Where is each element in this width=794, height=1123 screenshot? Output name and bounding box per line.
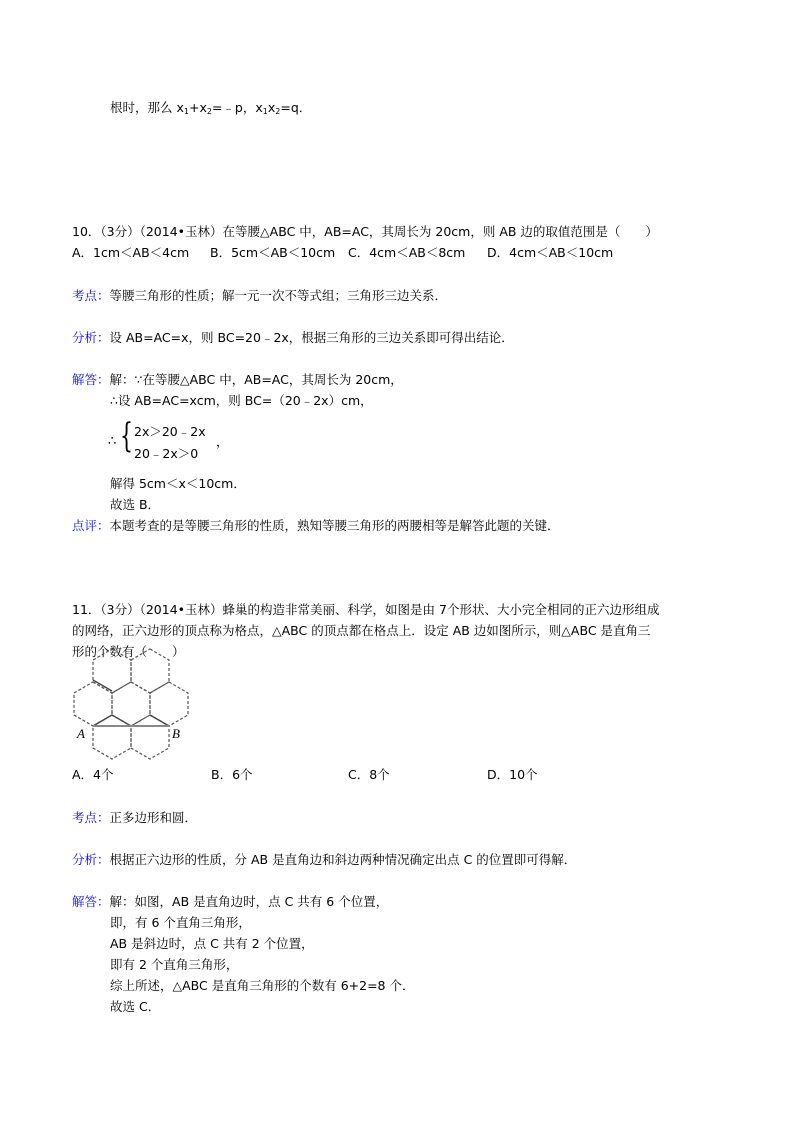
solid-edge <box>150 715 169 726</box>
jieda-line: 解得 5cm＜x＜10cm． <box>110 476 246 491</box>
q10-option-c: C．4cm＜AB＜8cm <box>348 245 466 260</box>
jieda-label: 解答： <box>72 372 110 387</box>
dianping-label: 点评： <box>72 518 110 533</box>
kaodian-text: 正多边形和圆． <box>109 810 198 825</box>
q11-kaodian <box>72 810 197 826</box>
hexagon <box>131 715 169 759</box>
hexagon <box>150 682 188 726</box>
q11-option-a: A．4个 <box>72 767 114 782</box>
t: 2 <box>275 107 281 116</box>
q11-stem-line: 的网络，正六边形的顶点称为格点，△ABC 的顶点都在格点上．设定 AB 边如图所示，则△ABC 是直角三 <box>72 623 651 638</box>
q10-kaodian <box>72 288 447 304</box>
jieda-line: 解：如图，AB 是直角边时，点 C 共有 6 个位置， <box>109 894 389 909</box>
q10-option-d: D．4cm＜AB＜10cm <box>487 245 614 260</box>
t: 1 <box>262 107 268 116</box>
hexagon <box>74 682 112 726</box>
jieda-line: 即有 2 个直角三角形， <box>110 957 239 972</box>
t: 根时，那么 x <box>110 100 184 115</box>
solid-edge <box>93 680 112 691</box>
t: +x <box>188 100 207 115</box>
q10-option-b: B．5cm＜AB＜10cm <box>210 245 336 260</box>
therefore-symbol: ∴ <box>108 434 117 449</box>
jieda-line: AB 是斜边时，点 C 共有 2 个位置， <box>110 936 314 951</box>
q11-option-d: D．10个 <box>487 767 538 782</box>
hexagon <box>93 649 131 693</box>
hexagon <box>93 715 131 759</box>
q11-jieda <box>72 894 388 910</box>
jieda-line: 即，有 6 个直角三角形， <box>110 915 251 930</box>
previous-answer-tail <box>110 100 311 116</box>
fenxi-label: 分析： <box>72 852 110 867</box>
honeycomb-figure <box>60 640 200 770</box>
q10-option-a: A．1cm＜AB＜4cm <box>72 245 190 260</box>
inequality-1: 2x＞20﹣2x <box>134 424 206 439</box>
inequality-2: 20﹣2x＞0 <box>134 446 199 461</box>
kaodian-text: 等腰三角形的性质；解一元一次不等式组；三角形三边关系． <box>109 288 448 303</box>
jieda-line: 故选 B． <box>110 497 161 512</box>
q10-jieda <box>72 372 403 388</box>
kaodian-label: 考点： <box>72 810 110 825</box>
q11-option-c: C．8个 <box>348 767 390 782</box>
fenxi-label: 分析： <box>72 330 110 345</box>
point-b-label: B <box>172 726 180 741</box>
jieda-line: 解：∵在等腰△ABC 中，AB=AC，其周长为 20cm， <box>109 372 403 387</box>
t: =﹣p，x <box>211 100 263 115</box>
q10-fenxi <box>72 330 514 346</box>
q10-stem: 10．（3分）（2014•玉林）在等腰△ABC 中，AB=AC，其周长为 20cm，则 AB 边的取值范围是（ ） <box>72 224 658 239</box>
dianping-text: 本题考查的是等腰三角形的性质，熟知等腰三角形的两腰相等是解答此题的关键． <box>109 518 560 533</box>
t: 1 <box>183 107 189 116</box>
kaodian-label: 考点： <box>72 288 110 303</box>
q11-option-b: B．6个 <box>211 767 253 782</box>
q11-stem-line: 11．（3分）（2014•玉林）蜂巢的构造非常美丽、科学，如图是由 7个形状、大小完全相同的正六边形组成 <box>72 602 660 617</box>
brace-symbol: { <box>120 416 133 456</box>
point-a-label: A <box>77 726 85 741</box>
t: 2 <box>206 107 212 116</box>
jieda-label: 解答： <box>72 894 110 909</box>
fenxi-text: 根据正六边形的性质，分 AB 是直角边和斜边两种情况确定出点 C 的位置即可得解． <box>109 852 577 867</box>
t: x <box>267 100 276 115</box>
hexagon <box>112 682 150 726</box>
jieda-line: ∴设 AB=AC=xcm，则 BC=（20﹣2x）cm， <box>110 393 373 408</box>
q11-fenxi <box>72 852 576 868</box>
comma: ， <box>216 434 229 449</box>
q11-stem-line: 形的个数有（ ） <box>72 644 185 659</box>
solid-edge <box>112 715 131 726</box>
q10-dianping <box>72 518 560 534</box>
hexagon <box>131 649 169 693</box>
jieda-line: 故选 C． <box>110 999 161 1014</box>
fenxi-text: 设 AB=AC=x，则 BC=20﹣2x，根据三角形的三边关系即可得出结论． <box>109 330 514 345</box>
solid-edge <box>93 715 112 726</box>
t: =q． <box>280 100 312 115</box>
jieda-line: 综上所述，△ABC 是直角三角形的个数有 6+2=8 个． <box>110 978 415 993</box>
